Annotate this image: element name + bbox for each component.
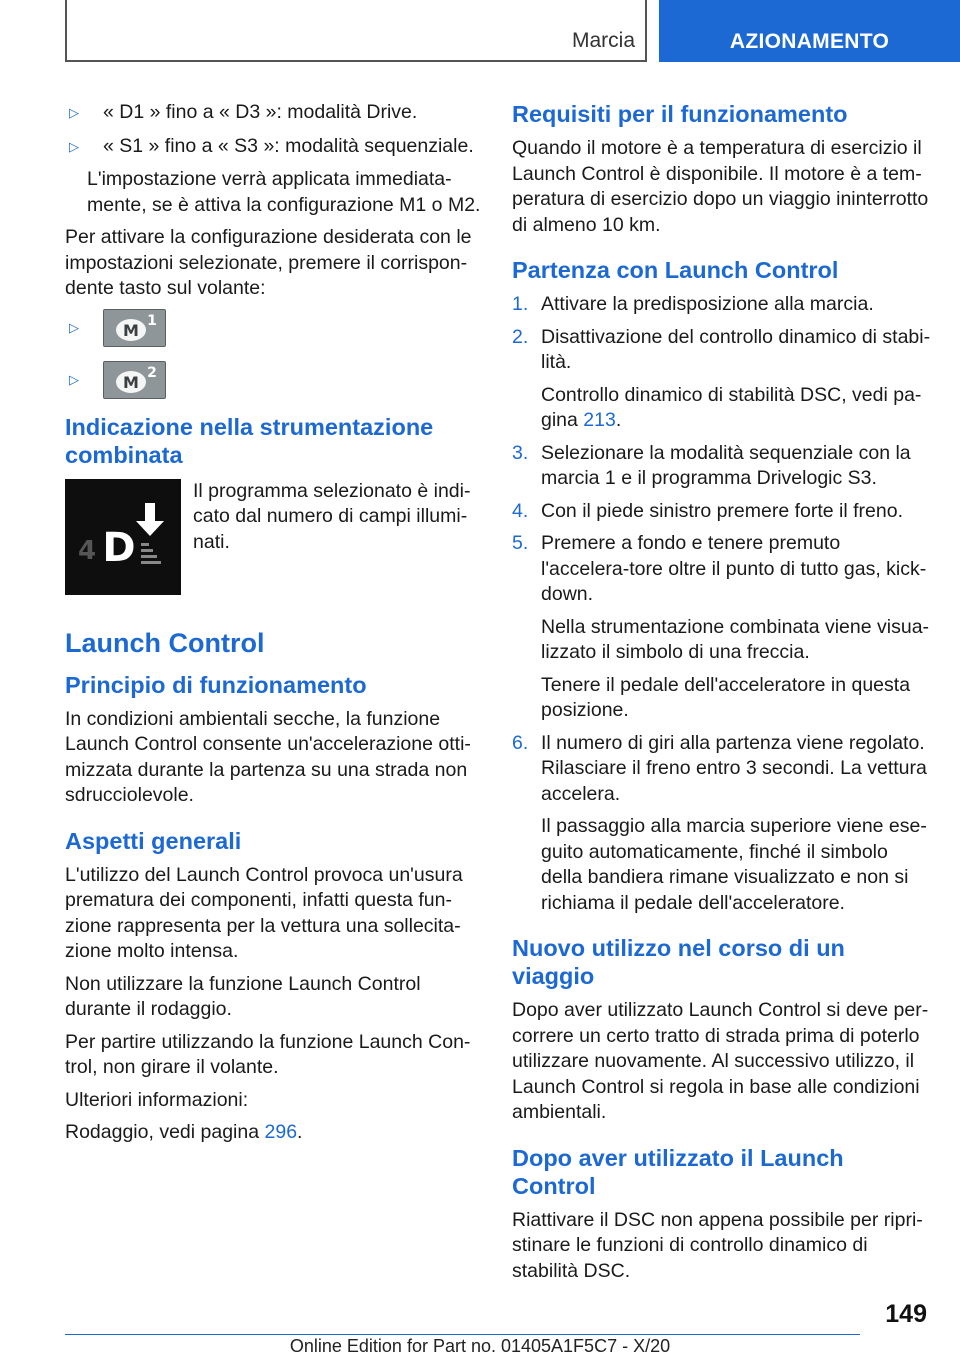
step-number: 4. bbox=[512, 499, 529, 522]
general-paragraph-2: Non utilizzare la funzione Launch Control durante il rodaggio. bbox=[65, 972, 421, 1020]
page-number: 149 bbox=[885, 1300, 927, 1328]
general-paragraph-5 bbox=[65, 1120, 485, 1146]
step-number: 2. bbox=[512, 325, 529, 348]
svg-text:D: D bbox=[102, 524, 136, 571]
instrument-cluster-image bbox=[65, 479, 181, 595]
step-text: Attivare la predisposizione alla marcia. bbox=[541, 293, 874, 315]
step-number: 3. bbox=[512, 441, 529, 464]
step-5-note-1: Nella strumentazione combinata viene visua-lizzato il simbolo di una freccia. bbox=[541, 615, 930, 663]
heading-start: Partenza con Launch Control bbox=[512, 257, 839, 283]
step-item bbox=[512, 499, 932, 525]
step-number: 6. bbox=[512, 731, 529, 754]
triangle-bullet-icon: ▷ bbox=[69, 105, 79, 120]
step-2-note bbox=[512, 383, 932, 434]
bullet-item bbox=[65, 134, 485, 160]
reference-text: Controllo dinamico di stabilità DSC, vedi pa-gina bbox=[541, 383, 922, 431]
bullet-text: « D1 » fino a « D3 »: modalità Drive. bbox=[103, 101, 418, 123]
intro-paragraph: Per attivare la configurazione desiderata con le impostazioni selezionate, premere il corrispon-dente tasto sul volante: bbox=[65, 226, 472, 299]
reuse-paragraph: Dopo aver utilizzato Launch Control si deve per-correre un certo tratto di strada prima di poterlo utilizzare nuovamente. Al successivo utilizzo, il Launch Control si regola in base alle condizioni ambientali. bbox=[512, 999, 929, 1123]
bullet-note: L'impostazione verrà applicata immediata-mente, se è attiva la configurazione M1 o M2. bbox=[87, 168, 481, 216]
display-block bbox=[65, 479, 485, 595]
after-use-paragraph: Riattivare il DSC non appena possibile per ripri-stinare le funzioni di controllo dinamico di stabilità DSC. bbox=[512, 1208, 923, 1282]
svg-text:M: M bbox=[123, 320, 139, 340]
m1-button-row bbox=[65, 309, 485, 347]
requirements-paragraph: Quando il motore è a temperatura di esercizio il Launch Control è disponibile. Il motore è a tem-peratura di esercizio dopo un viaggio ininterrotto di almeno 10 km. bbox=[512, 137, 929, 236]
heading-requirements: Requisiti per il funzionamento bbox=[512, 101, 848, 127]
step-5-note-2: Tenere il pedale dell'acceleratore in questa posizione. bbox=[541, 673, 911, 721]
general-paragraph-3: Per partire utilizzando la funzione Launch Con-trol, non girare il volante. bbox=[65, 1030, 471, 1078]
svg-text:2: 2 bbox=[147, 364, 157, 381]
triangle-bullet-icon: ▷ bbox=[69, 138, 79, 154]
m1-steering-button-image bbox=[103, 309, 166, 347]
heading-principle: Principio di funzionamento bbox=[65, 671, 367, 698]
header-chapter-label: AZIONAMENTO bbox=[729, 30, 890, 53]
m2-button-icon bbox=[104, 362, 165, 398]
right-column bbox=[512, 100, 932, 1291]
general-paragraph-1: L'utilizzo del Launch Control provoca un'usura prematura dei componenti, infatti questa fun-zione rappresenta per la vettura una sollecita-zione molto intensa. bbox=[65, 863, 463, 962]
triangle-bullet-icon: ▷ bbox=[69, 371, 79, 387]
header-chapter-tab[interactable] bbox=[659, 0, 960, 62]
page-link-296[interactable]: 296 bbox=[264, 1121, 298, 1143]
svg-text:4: 4 bbox=[77, 535, 97, 566]
step-text: Disattivazione del controllo dinamico di stabi-lità. bbox=[541, 325, 931, 373]
step-item bbox=[512, 325, 932, 376]
heading-general: Aspetti generali bbox=[65, 827, 242, 854]
bullet-item bbox=[65, 100, 485, 126]
m2-steering-button-image bbox=[103, 361, 166, 399]
page-link-213[interactable]: 213 bbox=[583, 409, 616, 431]
step-text: Il numero di giri alla partenza viene regolato. Rilasciare il freno entro 3 secondi. La vettura accelera. bbox=[541, 731, 927, 805]
svg-text:1: 1 bbox=[147, 312, 157, 329]
general-paragraph-4: Ulteriori informazioni: bbox=[65, 1088, 249, 1111]
footer-divider bbox=[65, 1334, 860, 1335]
reference-text: Rodaggio, vedi pagina bbox=[65, 1121, 265, 1143]
display-description: Il programma selezionato è indi-cato dal numero di campi illumi-nati. bbox=[193, 479, 471, 553]
drive-program-indicator-icon bbox=[65, 479, 181, 595]
principle-paragraph: In condizioni ambientali secche, la funzione Launch Control consente un'accelerazione otti-mizzata durante la partenza su una strada non sdrucciolevole. bbox=[65, 707, 471, 806]
bullet-text: « S1 » fino a « S3 »: modalità sequenziale. bbox=[103, 134, 474, 157]
step-text: Premere a fondo e tenere premuto l'accelera-tore oltre il punto di tutto gas, kick-down. bbox=[541, 532, 927, 605]
step-text: Selezionare la modalità sequenziale con la marcia 1 e il programma Drivelogic S3. bbox=[541, 441, 911, 489]
step-item bbox=[512, 441, 932, 492]
m1-button-icon bbox=[104, 310, 165, 346]
step-item bbox=[512, 292, 932, 318]
footer-edition: Online Edition for Part no. 01405A1F5C7 - X/20 bbox=[289, 1336, 671, 1356]
heading-display: Indicazione nella strumentazione combinata bbox=[65, 413, 434, 468]
svg-text:M: M bbox=[123, 372, 139, 392]
step-6-note-1: Il passaggio alla marcia superiore viene ese-guito automaticamente, finché il simbolo della bandiera rimane visualizzato e non si richiama il pedale dell'acceleratore. bbox=[541, 815, 927, 914]
reference-end: . bbox=[297, 1121, 303, 1143]
step-number: 5. bbox=[512, 532, 529, 554]
heading-launch-control: Launch Control bbox=[65, 627, 265, 658]
header-section-title: Marcia bbox=[571, 29, 635, 52]
heading-after-use: Dopo aver utilizzato il Launch Control bbox=[512, 1144, 844, 1199]
step-text: Con il piede sinistro premere forte il freno. bbox=[541, 499, 903, 522]
header-section-box bbox=[65, 0, 647, 62]
reference-end: . bbox=[615, 409, 622, 431]
heading-reuse: Nuovo utilizzo nel corso di un viaggio bbox=[512, 935, 845, 989]
step-item bbox=[512, 731, 932, 808]
left-column bbox=[65, 100, 485, 1153]
triangle-bullet-icon: ▷ bbox=[69, 319, 79, 335]
step-number: 1. bbox=[512, 293, 529, 315]
m2-button-row bbox=[65, 361, 485, 399]
step-item bbox=[512, 531, 932, 608]
